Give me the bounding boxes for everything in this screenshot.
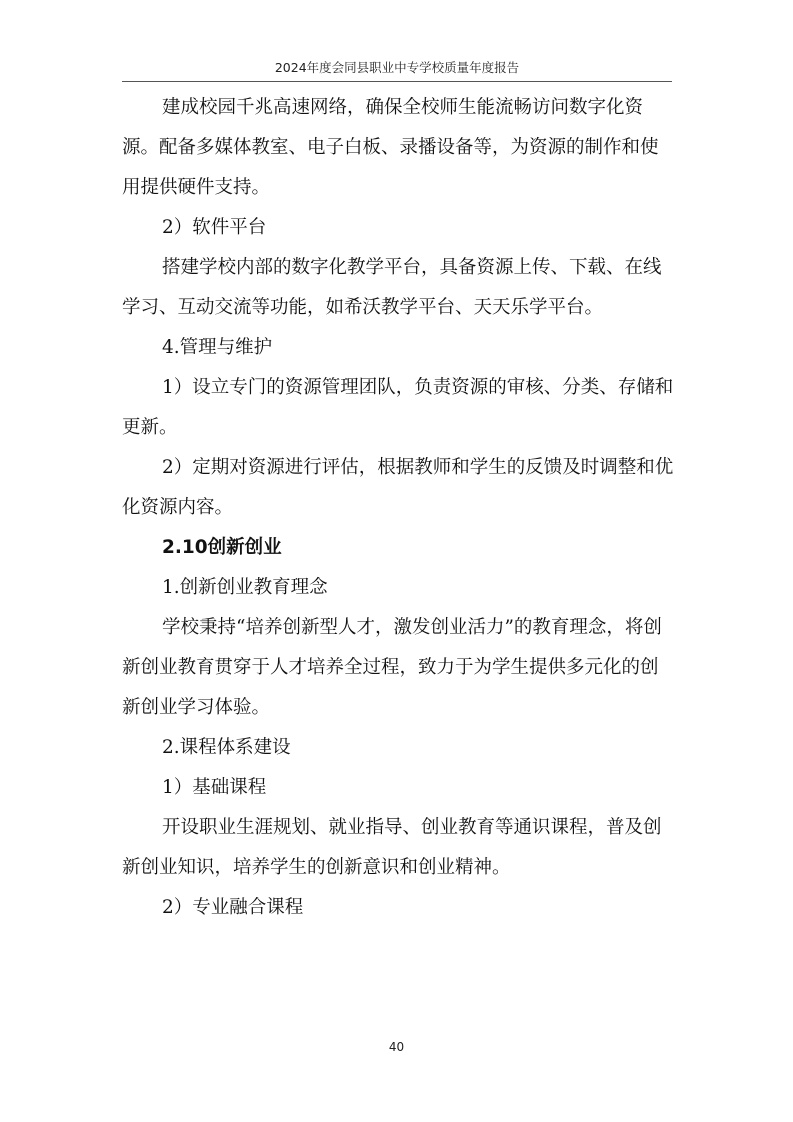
- subheading-software-platform: 2）软件平台: [162, 217, 267, 238]
- subheading-education-concept: 1.创新创业教育理念: [162, 577, 328, 598]
- paragraph-resource-evaluation: 2）定期对资源进行评估，根据教师和学生的反馈及时调整和优化资源内容。: [122, 457, 674, 518]
- page-number: 40: [388, 1040, 405, 1054]
- subheading-basic-courses: 1）基础课程: [162, 777, 267, 798]
- running-header: 2024年度会同县职业中专学校质量年度报告: [274, 60, 520, 75]
- paragraph-management-team: 1）设立专门的资源管理团队，负责资源的审核、分类、存储和更新。: [122, 377, 674, 438]
- body-text: [122, 88, 674, 928]
- header-divider: [122, 81, 672, 82]
- subheading-curriculum: 2.课程体系建设: [162, 737, 291, 758]
- paragraph-teaching-platform: 搭建学校内部的数字化教学平台，具备资源上传、下载、在线学习、互动交流等功能，如希沃教学平台、天天乐学平台。: [122, 257, 662, 318]
- paragraph-basic-courses: 开设职业生涯规划、就业指导、创业教育等通识课程，普及创新创业知识，培养学生的创新意识和创业精神。: [122, 817, 662, 878]
- section-heading-innovation: 2.10创新创业: [162, 537, 282, 558]
- paragraph-education-concept: 学校秉持“培养创新型人才，激发创业活力”的教育理念，将创新创业教育贯穿于人才培养全过程，致力于为学生提供多元化的创新创业学习体验。: [122, 617, 662, 718]
- subheading-management: 4.管理与维护: [162, 337, 273, 358]
- paragraph-campus-network: 建成校园千兆高速网络，确保全校师生能流畅访问数字化资源。配备多媒体教室、电子白板、录播设备等，为资源的制作和使用提供硬件支持。: [122, 97, 659, 198]
- subheading-integrated-courses: 2）专业融合课程: [162, 897, 304, 918]
